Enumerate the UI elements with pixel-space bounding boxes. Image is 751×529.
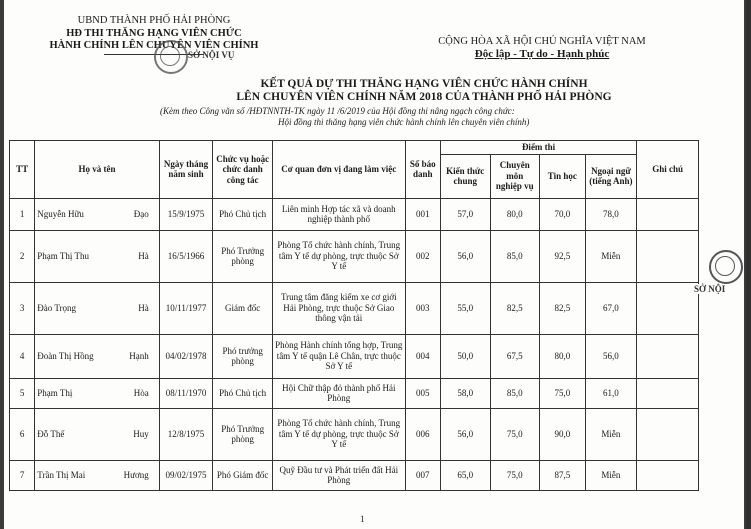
cell-general: 58,0 bbox=[440, 378, 490, 408]
cell-general: 57,0 bbox=[440, 198, 490, 230]
cell-tt: 4 bbox=[10, 334, 35, 378]
header-workplace: Cơ quan đơn vị đang làm việc bbox=[273, 141, 406, 199]
cell-note bbox=[637, 198, 699, 230]
cell-dob: 09/02/1975 bbox=[159, 460, 213, 490]
cell-dob: 16/5/1966 bbox=[159, 230, 213, 282]
surname: Nguyễn Hữu bbox=[37, 208, 84, 219]
header-general: Kiến thức chung bbox=[440, 154, 490, 198]
cell-name bbox=[35, 198, 159, 230]
cell-workplace: Quỹ Đầu tư và Phát triển đất Hải Phòng bbox=[273, 460, 406, 490]
cell-sbd: 002 bbox=[405, 230, 440, 282]
issuer-line-3: HÀNH CHÍNH LÊN CHUYÊN VIÊN CHÍNH bbox=[49, 40, 259, 51]
title-line-2: LÊN CHUYÊN VIÊN CHÍNH NĂM 2018 CỦA THÀNH PHỐ HẢI PHÒNG bbox=[236, 91, 612, 103]
page-number: 1 bbox=[360, 514, 365, 524]
header-scores: Điểm thi bbox=[440, 141, 636, 155]
table-row bbox=[10, 460, 699, 490]
cell-language: Miễn bbox=[585, 460, 637, 490]
table-row bbox=[10, 334, 699, 378]
cell-tt: 3 bbox=[10, 282, 35, 334]
cell-name bbox=[35, 230, 159, 282]
cell-it: 80,0 bbox=[540, 334, 586, 378]
cell-language: 61,0 bbox=[585, 378, 637, 408]
cell-dob: 15/9/1975 bbox=[159, 198, 213, 230]
cell-dob: 04/02/1978 bbox=[159, 334, 213, 378]
cell-professional: 75,0 bbox=[490, 408, 540, 460]
document-subtitle bbox=[154, 106, 714, 128]
cell-name bbox=[35, 460, 159, 490]
table-row bbox=[10, 230, 699, 282]
cell-dob: 08/11/1970 bbox=[159, 378, 213, 408]
cell-dob: 10/11/1977 bbox=[159, 282, 213, 334]
official-seal-stamp-icon-2 bbox=[709, 250, 743, 284]
cell-dob: 12/8/1975 bbox=[159, 408, 213, 460]
official-seal-stamp-icon bbox=[154, 40, 188, 74]
cell-language: 67,0 bbox=[585, 282, 637, 334]
cell-it: 87,5 bbox=[540, 460, 586, 490]
issuer-line-1: UBND THÀNH PHỐ HẢI PHÒNG bbox=[77, 15, 231, 26]
cell-note bbox=[637, 460, 699, 490]
cell-it: 75,0 bbox=[540, 378, 586, 408]
given-name: Hương bbox=[123, 469, 149, 480]
cell-note bbox=[637, 230, 699, 282]
cell-position: Phó trưởng phòng bbox=[213, 334, 273, 378]
cell-professional: 82,5 bbox=[490, 282, 540, 334]
header-note: Ghi chú bbox=[637, 141, 699, 199]
header-professional: Chuyên môn nghiệp vụ bbox=[490, 154, 540, 198]
cell-sbd: 006 bbox=[405, 408, 440, 460]
cell-position: Phó Chủ tịch bbox=[213, 378, 273, 408]
cell-general: 65,0 bbox=[440, 460, 490, 490]
cell-professional: 67,5 bbox=[490, 334, 540, 378]
seal-text: SỞ NỘI VỤ bbox=[188, 50, 235, 60]
cell-workplace: Liên minh Hợp tác xã và doanh nghiệp thành phố bbox=[273, 198, 406, 230]
cell-language: 56,0 bbox=[585, 334, 637, 378]
cell-workplace: Phòng Tổ chức hành chính, Trung tâm Y tế dự phòng, trực thuộc Sở Y tế bbox=[273, 408, 406, 460]
cell-name bbox=[35, 282, 159, 334]
cell-general: 56,0 bbox=[440, 408, 490, 460]
cell-position: Giám đốc bbox=[213, 282, 273, 334]
cell-professional: 85,0 bbox=[490, 230, 540, 282]
cell-tt: 6 bbox=[10, 408, 35, 460]
surname: Trần Thị Mai bbox=[37, 469, 86, 480]
cell-it: 92,5 bbox=[540, 230, 586, 282]
cell-note bbox=[637, 282, 699, 334]
cell-general: 55,0 bbox=[440, 282, 490, 334]
table-row bbox=[10, 378, 699, 408]
cell-note bbox=[637, 378, 699, 408]
header-name: Họ và tên bbox=[35, 141, 159, 199]
header-dob: Ngày tháng năm sinh bbox=[159, 141, 213, 199]
cell-it: 70,0 bbox=[540, 198, 586, 230]
cell-workplace: Phòng Hành chính tổng hợp, Trung tâm Y tế quận Lê Chân, trực thuộc Sở Y tế bbox=[273, 334, 406, 378]
title-line-1: KẾT QUẢ DỰ THI THĂNG HẠNG VIÊN CHỨC HÀNH CHÍNH bbox=[260, 78, 588, 90]
surname: Đoàn Thị Hồng bbox=[37, 350, 94, 361]
cell-workplace: Trung tâm đăng kiểm xe cơ giới Hải Phòng, trực thuộc Sở Giao thông vận tải bbox=[273, 282, 406, 334]
cell-workplace: Hội Chữ thập đỏ thành phố Hải Phòng bbox=[273, 378, 406, 408]
cell-it: 82,5 bbox=[540, 282, 586, 334]
document-page bbox=[4, 0, 744, 529]
cell-workplace: Phòng Tổ chức hành chính, Trung tâm Y tế dự phòng, trực thuộc Sở Y tế bbox=[273, 230, 406, 282]
given-name: Hạnh bbox=[129, 350, 149, 361]
subtitle-line-1: (Kèm theo Công văn số /HĐTNNTH-TK ngày 11 /6/2019 của Hội đồng thi nâng ngạch công chức: bbox=[160, 106, 515, 116]
cell-language: 78,0 bbox=[585, 198, 637, 230]
cell-it: 90,0 bbox=[540, 408, 586, 460]
national-header bbox=[422, 35, 662, 61]
cell-name bbox=[35, 408, 159, 460]
cell-sbd: 001 bbox=[405, 198, 440, 230]
subtitle-line-2: Hội đồng thi thăng hạng viên chức hành chính lên chuyên viên chính) bbox=[278, 117, 530, 127]
surname: Đỗ Thế bbox=[37, 428, 65, 439]
cell-name bbox=[35, 334, 159, 378]
cell-language: Miễn bbox=[585, 408, 637, 460]
table-row bbox=[10, 198, 699, 230]
cell-sbd: 003 bbox=[405, 282, 440, 334]
surname: Đào Trọng bbox=[37, 302, 77, 313]
header-sbd: Số báo danh bbox=[405, 141, 440, 199]
results-table bbox=[9, 140, 699, 491]
surname: Phạm Thị Thu bbox=[37, 250, 89, 261]
cell-position: Phó Trưởng phòng bbox=[213, 230, 273, 282]
cell-professional: 75,0 bbox=[490, 460, 540, 490]
cell-tt: 5 bbox=[10, 378, 35, 408]
cell-general: 56,0 bbox=[440, 230, 490, 282]
cell-note bbox=[637, 334, 699, 378]
cell-tt: 1 bbox=[10, 198, 35, 230]
header-tt: TT bbox=[10, 141, 35, 199]
cell-position: Phó Chủ tịch bbox=[213, 198, 273, 230]
scan-edge bbox=[746, 0, 751, 529]
header-language: Ngoại ngữ (tiếng Anh) bbox=[585, 154, 637, 198]
national-title: CỘNG HÒA XÃ HỘI CHỦ NGHĨA VIỆT NAM bbox=[438, 36, 646, 47]
given-name: Đạo bbox=[133, 208, 149, 219]
cell-note bbox=[637, 408, 699, 460]
given-name: Hà bbox=[138, 250, 149, 261]
cell-sbd: 007 bbox=[405, 460, 440, 490]
national-motto: Độc lập - Tự do - Hạnh phúc bbox=[474, 48, 610, 60]
header-position: Chức vụ hoặc chức danh công tác bbox=[213, 141, 273, 199]
given-name: Hòa bbox=[133, 387, 149, 398]
cell-general: 50,0 bbox=[440, 334, 490, 378]
cell-position: Phó Giám đốc bbox=[213, 460, 273, 490]
cell-tt: 2 bbox=[10, 230, 35, 282]
cell-sbd: 005 bbox=[405, 378, 440, 408]
table-row bbox=[10, 282, 699, 334]
cell-position: Phó Trưởng phòng bbox=[213, 408, 273, 460]
surname: Phạm Thị bbox=[37, 387, 73, 398]
cell-professional: 85,0 bbox=[490, 378, 540, 408]
cell-language: Miễn bbox=[585, 230, 637, 282]
cell-tt: 7 bbox=[10, 460, 35, 490]
cell-sbd: 004 bbox=[405, 334, 440, 378]
document-title bbox=[184, 78, 664, 104]
issuer-header bbox=[44, 15, 264, 55]
given-name: Hà bbox=[138, 302, 149, 313]
given-name: Huy bbox=[133, 428, 149, 439]
table-row bbox=[10, 408, 699, 460]
header-it: Tin học bbox=[540, 154, 586, 198]
seal-text-2: SỞ NỘI bbox=[694, 284, 726, 294]
issuer-line-2: HĐ THI THĂNG HẠNG VIÊN CHỨC bbox=[66, 27, 242, 39]
cell-name bbox=[35, 378, 159, 408]
cell-professional: 80,0 bbox=[490, 198, 540, 230]
